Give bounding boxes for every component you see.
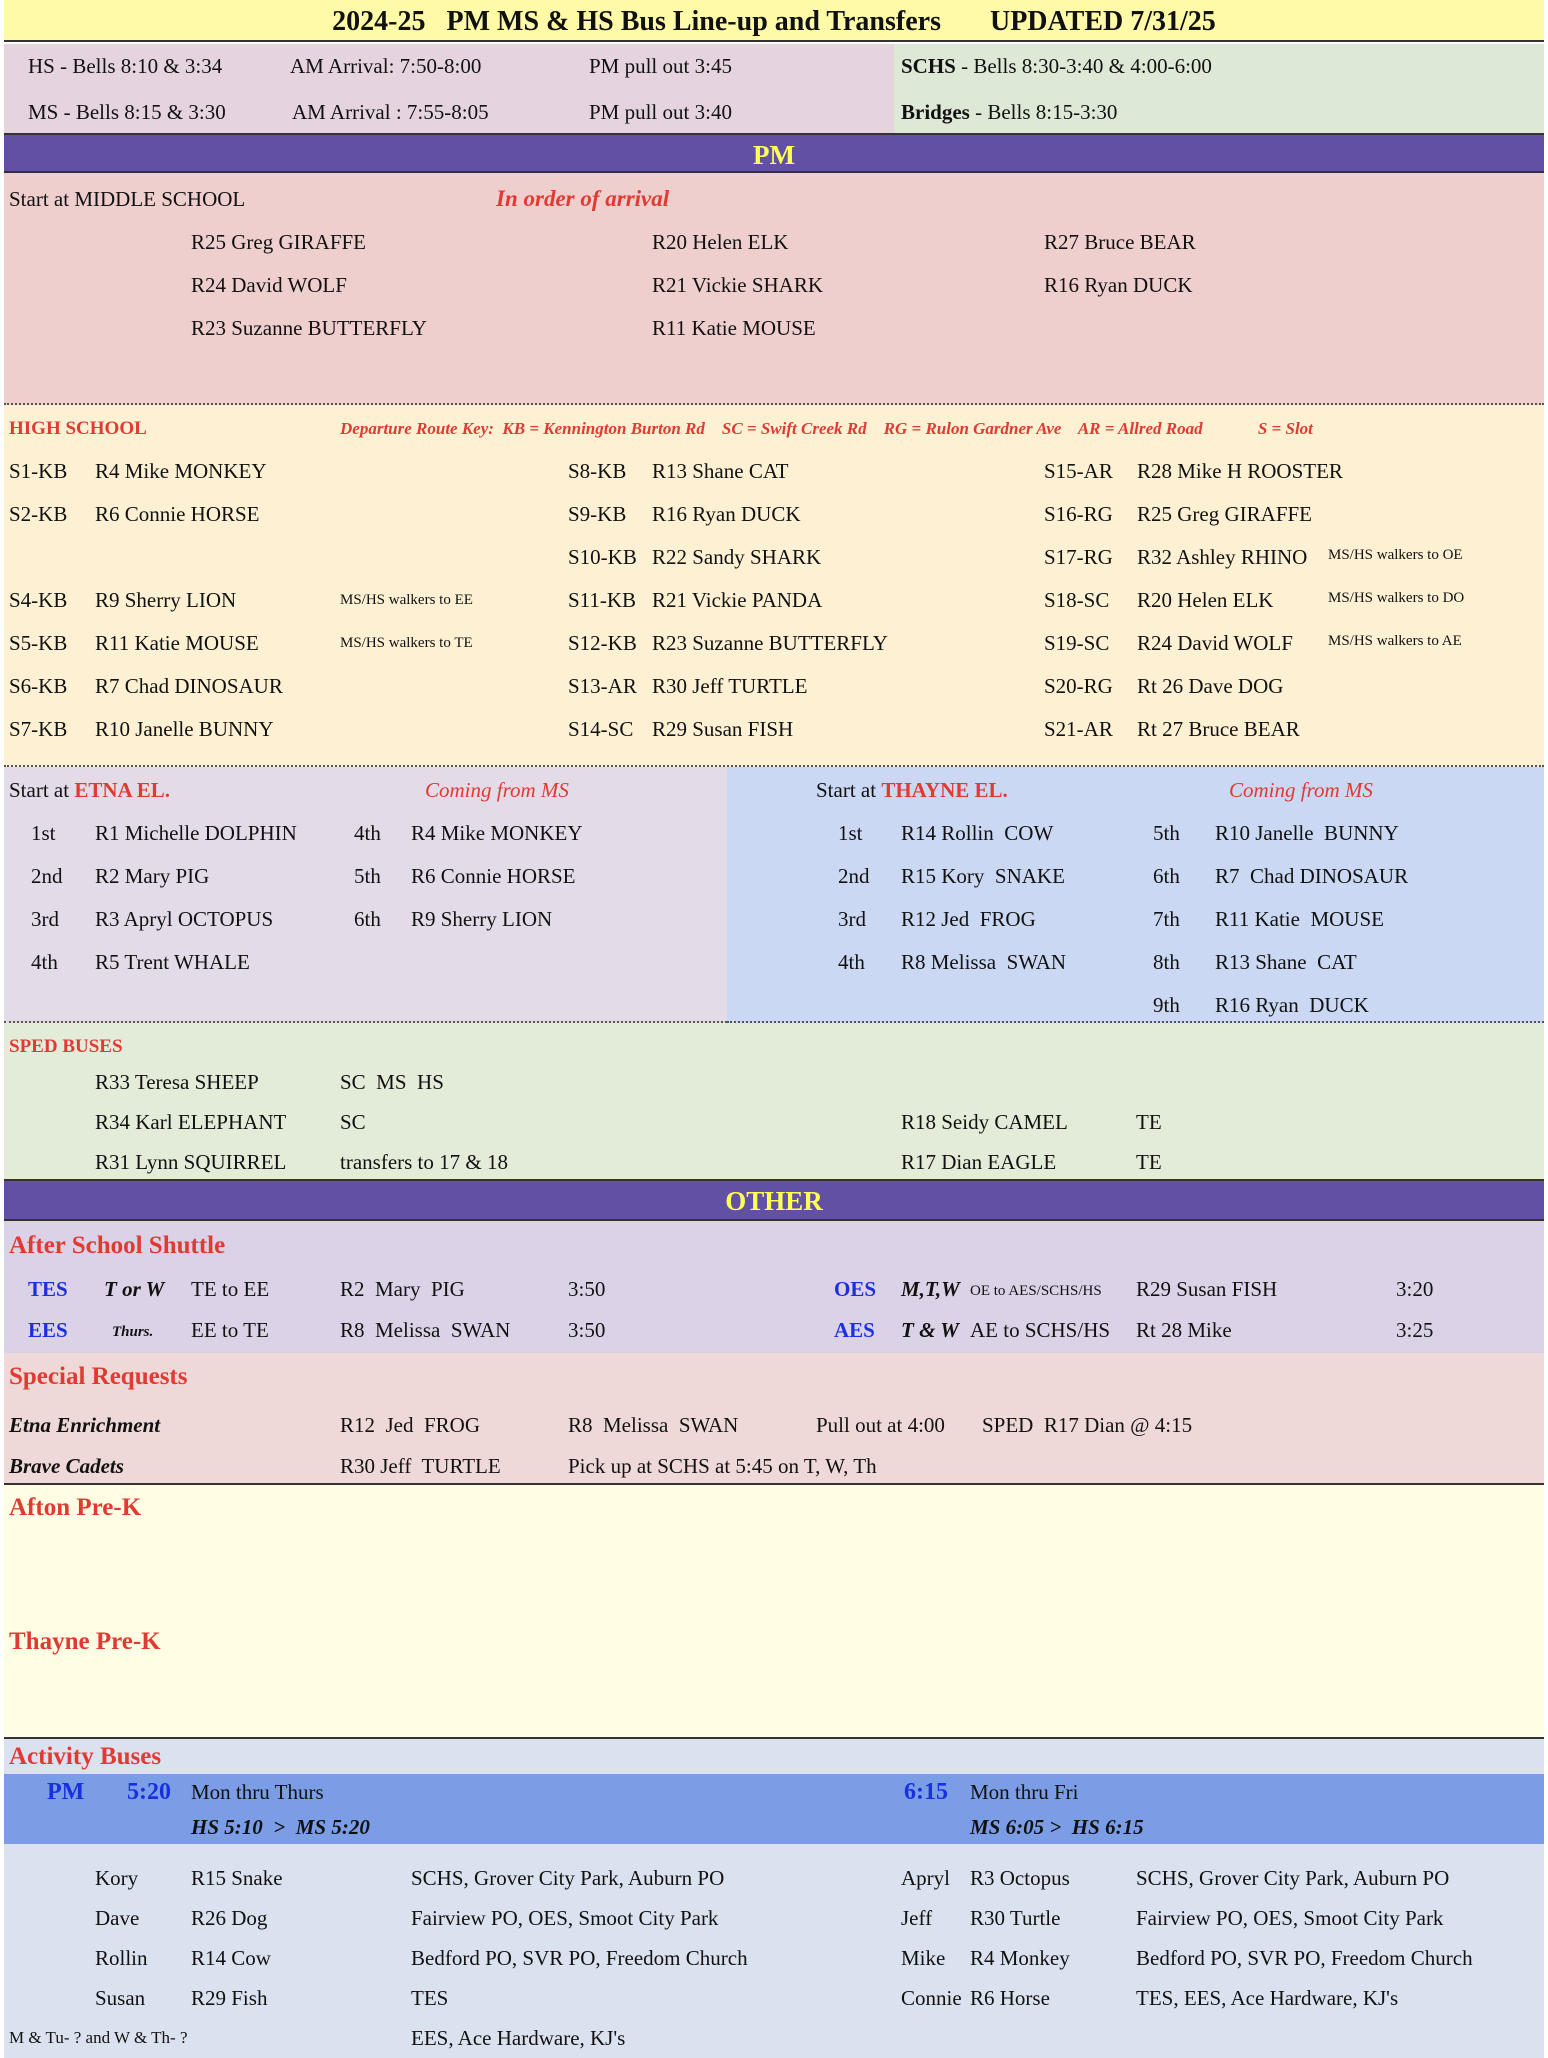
activity-driver: Jeff	[901, 1906, 933, 1930]
slot-bus: R29 Susan FISH	[652, 717, 794, 741]
lineup-bus: R11 Katie MOUSE	[1215, 907, 1384, 931]
order-number: 5th	[1153, 821, 1180, 845]
sped-dest: transfers to 17 & 18	[340, 1150, 508, 1174]
order-number: 5th	[354, 864, 381, 888]
shuttle-school: TES	[28, 1277, 68, 1301]
lineup-bus: R6 Connie HORSE	[411, 864, 576, 888]
pm-header-label: PM	[753, 140, 795, 170]
activity-bus: R14 Cow	[191, 1946, 271, 1970]
arrival-order-note: In order of arrival	[496, 186, 670, 211]
slot-bus: R4 Mike MONKEY	[95, 459, 267, 483]
lineup-bus: R10 Janelle BUNNY	[1215, 821, 1399, 845]
order-number: 4th	[31, 950, 58, 974]
slot-bus: R30 Jeff TURTLE	[652, 674, 808, 698]
list-item: R21 Vickie SHARK	[652, 273, 824, 297]
hs-pm-pullout: PM pull out 3:45	[589, 54, 732, 78]
lineup-bus: R5 Trent WHALE	[95, 950, 250, 974]
slot-code: S8-KB	[568, 459, 627, 483]
lineup-bus: R14 Rollin COW	[901, 821, 1054, 845]
order-number: 4th	[354, 821, 381, 845]
slot-code: S12-KB	[568, 631, 637, 655]
shuttle-route: OE to AES/SCHS/HS	[970, 1283, 1102, 1299]
lineup-bus: R9 Sherry LION	[411, 907, 553, 931]
activity-pm: PM	[47, 1779, 85, 1805]
ms-pm-pullout: PM pull out 3:40	[589, 100, 732, 124]
sped-bus: R31 Lynn SQUIRREL	[95, 1150, 287, 1174]
activity-label: Activity Buses	[9, 1743, 162, 1770]
slot-code: S20-RG	[1044, 674, 1113, 698]
etna-coming-from-ms: Coming from MS	[425, 778, 569, 802]
special-note: Pick up at SCHS at 5:45 on T, W, Th	[568, 1454, 877, 1478]
activity-stops: SCHS, Grover City Park, Auburn PO	[411, 1866, 725, 1890]
lineup-bus: R3 Apryl OCTOPUS	[95, 907, 274, 931]
order-number: 6th	[354, 907, 381, 931]
shuttle-school: OES	[834, 1277, 877, 1301]
hs-am-arrival: AM Arrival: 7:50-8:00	[290, 54, 482, 78]
slot-bus: R16 Ryan DUCK	[652, 502, 801, 526]
shuttle-time: 3:25	[1396, 1318, 1434, 1342]
lineup-bus: R4 Mike MONKEY	[411, 821, 583, 845]
slot-note: MS/HS walkers to DO	[1328, 590, 1465, 606]
activity-bus: R4 Monkey	[970, 1946, 1070, 1970]
shuttle-school: EES	[28, 1318, 68, 1342]
activity-bus: R26 Dog	[191, 1906, 268, 1930]
activity-driver: Mike	[901, 1946, 946, 1970]
slot-code: S14-SC	[568, 717, 634, 741]
sped-dest: SC MS HS	[340, 1070, 444, 1094]
lineup-bus: R16 Ryan DUCK	[1215, 993, 1369, 1017]
activity-footer-stops: EES, Ace Hardware, KJ's	[411, 2026, 626, 2050]
shuttle-school: AES	[834, 1318, 875, 1342]
shuttle-bus: Rt 28 Mike	[1136, 1318, 1232, 1342]
special-bus: R8 Melissa SWAN	[568, 1413, 739, 1437]
list-item: R23 Suzanne BUTTERFLY	[191, 316, 427, 340]
thayne-start: Start at THAYNE EL.	[816, 778, 1008, 802]
route-key: Departure Route Key: KB = Kennington Burton Rd SC = Swift Creek Rd RG = Rulon Gardner Ave AR = Allred Road S = Slot	[340, 419, 1313, 438]
slot-note: MS/HS walkers to OE	[1328, 547, 1463, 563]
other-header-label: OTHER	[725, 1186, 823, 1216]
shuttle-time: 3:50	[568, 1318, 606, 1342]
slot-bus: R28 Mike H ROOSTER	[1137, 459, 1343, 483]
slot-bus: R11 Katie MOUSE	[95, 631, 259, 655]
etna-section	[4, 767, 727, 1023]
slot-code: S16-RG	[1044, 502, 1113, 526]
thayne-section	[727, 767, 1544, 1023]
slot-code: S13-AR	[568, 674, 637, 698]
slot-bus: R7 Chad DINOSAUR	[95, 674, 283, 698]
high-school-label: HIGH SCHOOL	[9, 418, 147, 439]
lineup-bus: R15 Kory SNAKE	[901, 864, 1065, 888]
activity-driver: Connie	[901, 1986, 962, 2010]
thayne-prek-label: Thayne Pre-K	[9, 1628, 161, 1655]
slot-code: S21-AR	[1044, 717, 1113, 741]
activity-stops: Bedford PO, SVR PO, Freedom Church	[411, 1946, 748, 1970]
special-bus: R30 Jeff TURTLE	[340, 1454, 501, 1478]
slot-bus: R25 Greg GIRAFFE	[1137, 502, 1313, 526]
activity-footer-note: M & Tu- ? and W & Th- ?	[9, 2028, 188, 2047]
list-item: R16 Ryan DUCK	[1044, 273, 1193, 297]
activity-bus: R15 Snake	[191, 1866, 283, 1890]
activity-days-1: Mon thru Thurs	[191, 1780, 324, 1804]
slot-code: S1-KB	[9, 459, 68, 483]
shuttle-bus: R29 Susan FISH	[1136, 1277, 1278, 1301]
title-bar	[4, 0, 1544, 42]
slot-code: S7-KB	[9, 717, 68, 741]
list-item: R27 Bruce BEAR	[1044, 230, 1196, 254]
special-requests-label: Special Requests	[9, 1363, 188, 1390]
lineup-bus: R1 Michelle DOLPHIN	[95, 821, 297, 845]
lineup-bus: R2 Mary PIG	[95, 864, 210, 888]
lineup-bus: R13 Shane CAT	[1215, 950, 1357, 974]
middle-school-start: Start at MIDDLE SCHOOL	[9, 187, 246, 211]
special-pullout: Pull out at 4:00	[816, 1413, 945, 1437]
slot-code: S9-KB	[568, 502, 627, 526]
activity-sched-2: MS 6:05 > HS 6:15	[970, 1815, 1144, 1839]
order-number: 3rd	[31, 907, 59, 931]
lineup-bus: R7 Chad DINOSAUR	[1215, 864, 1409, 888]
shuttle-bus: R2 Mary PIG	[340, 1277, 465, 1301]
order-number: 1st	[838, 821, 863, 845]
sped-bus: R18 Seidy CAMEL	[901, 1110, 1068, 1134]
activity-driver: Apryl	[901, 1866, 950, 1890]
shuttle-days: T & W	[901, 1318, 959, 1342]
shuttle-route: AE to SCHS/HS	[970, 1318, 1111, 1342]
activity-time-1: 5:20	[127, 1779, 171, 1805]
other-header	[4, 1181, 1544, 1221]
slot-note: MS/HS walkers to AE	[1328, 633, 1462, 649]
activity-driver: Rollin	[95, 1946, 148, 1970]
slot-bus: R32 Ashley RHINO	[1137, 545, 1308, 569]
hs-bells: HS - Bells 8:10 & 3:34	[28, 54, 223, 78]
shuttle-route: TE to EE	[191, 1277, 270, 1301]
list-item: R20 Helen ELK	[652, 230, 789, 254]
activity-stops: Fairview PO, OES, Smoot City Park	[1136, 1906, 1444, 1930]
brave-cadets: Brave Cadets	[9, 1454, 124, 1478]
activity-stops: TES	[411, 1986, 449, 2010]
slot-bus: R6 Connie HORSE	[95, 502, 260, 526]
slot-note: MS/HS walkers to EE	[340, 592, 473, 608]
slot-bus: R20 Helen ELK	[1137, 588, 1274, 612]
shuttle-route: EE to TE	[191, 1318, 269, 1342]
activity-driver: Susan	[95, 1986, 146, 2010]
sped-dest: TE	[1136, 1150, 1162, 1174]
activity-bus: R29 Fish	[191, 1986, 268, 2010]
ms-am-arrival: AM Arrival : 7:55-8:05	[292, 100, 489, 124]
slot-code: S15-AR	[1044, 459, 1113, 483]
special-bus: R12 Jed FROG	[340, 1413, 481, 1437]
slot-code: S6-KB	[9, 674, 68, 698]
slot-code: S19-SC	[1044, 631, 1110, 655]
slot-code: S4-KB	[9, 588, 68, 612]
schs-bells: SCHS - Bells 8:30-3:40 & 4:00-6:00	[901, 54, 1212, 78]
sped-dest: SC	[340, 1110, 366, 1134]
slot-code: S11-KB	[568, 588, 637, 612]
shuttle-days: Thurs.	[112, 1324, 154, 1340]
shuttle-time: 3:50	[568, 1277, 606, 1301]
order-number: 2nd	[31, 864, 63, 888]
activity-stops: TES, EES, Ace Hardware, KJ's	[1136, 1986, 1399, 2010]
activity-driver: Kory	[95, 1866, 139, 1890]
slot-bus: R10 Janelle BUNNY	[95, 717, 274, 741]
list-item: R25 Greg GIRAFFE	[191, 230, 367, 254]
order-number: 4th	[838, 950, 865, 974]
slot-note: MS/HS walkers to TE	[340, 635, 473, 651]
lineup-bus: R12 Jed FROG	[901, 907, 1036, 931]
order-number: 3rd	[838, 907, 866, 931]
shuttle-bus: R8 Melissa SWAN	[340, 1318, 511, 1342]
order-number: 9th	[1153, 993, 1180, 1017]
activity-stops: Bedford PO, SVR PO, Freedom Church	[1136, 1946, 1473, 1970]
special-sped: SPED R17 Dian @ 4:15	[982, 1413, 1193, 1437]
activity-bus: R3 Octopus	[970, 1866, 1070, 1890]
afton-prek-label: Afton Pre-K	[9, 1494, 142, 1521]
slot-bus: R13 Shane CAT	[652, 459, 789, 483]
order-number: 8th	[1153, 950, 1180, 974]
page-title: 2024-25 PM MS & HS Bus Line-up and Transfers UPDATED 7/31/25	[332, 6, 1216, 37]
sped-bus: R33 Teresa SHEEP	[95, 1070, 259, 1094]
slot-bus: R23 Suzanne BUTTERFLY	[652, 631, 888, 655]
activity-time-2: 6:15	[904, 1779, 948, 1805]
shuttle-days: T or W	[104, 1277, 165, 1301]
prek-section	[4, 1485, 1544, 1739]
order-number: 2nd	[838, 864, 870, 888]
shuttle-label: After School Shuttle	[9, 1232, 226, 1259]
bridges-bells: Bridges - Bells 8:15-3:30	[901, 100, 1118, 124]
activity-stops: Fairview PO, OES, Smoot City Park	[411, 1906, 719, 1930]
slot-code: S2-KB	[9, 502, 68, 526]
shuttle-time: 3:20	[1396, 1277, 1434, 1301]
slot-bus: Rt 26 Dave DOG	[1137, 674, 1284, 698]
activity-bus: R6 Horse	[970, 1986, 1050, 2010]
etna-enrichment: Etna Enrichment	[9, 1413, 161, 1437]
activity-bus: R30 Turtle	[970, 1906, 1061, 1930]
slot-bus: R9 Sherry LION	[95, 588, 237, 612]
slot-bus: Rt 27 Bruce BEAR	[1137, 717, 1300, 741]
slot-bus: R22 Sandy SHARK	[652, 545, 822, 569]
sped-dest: TE	[1136, 1110, 1162, 1134]
activity-stops: SCHS, Grover City Park, Auburn PO	[1136, 1866, 1450, 1890]
list-item: R11 Katie MOUSE	[652, 316, 816, 340]
sped-bus: R34 Karl ELEPHANT	[95, 1110, 287, 1134]
slot-bus: R21 Vickie PANDA	[652, 588, 823, 612]
shuttle-days: M,T,W	[901, 1277, 960, 1301]
list-item: R24 David WOLF	[191, 273, 347, 297]
activity-days-2: Mon thru Fri	[970, 1780, 1079, 1804]
slot-code: S10-KB	[568, 545, 637, 569]
thayne-coming-from-ms: Coming from MS	[1229, 778, 1373, 802]
activity-sched-1: HS 5:10 > MS 5:20	[191, 1815, 370, 1839]
lineup-bus: R8 Melissa SWAN	[901, 950, 1067, 974]
slot-code: S18-SC	[1044, 588, 1110, 612]
etna-start: Start at ETNA EL.	[9, 778, 171, 802]
slot-bus: R24 David WOLF	[1137, 631, 1293, 655]
order-number: 6th	[1153, 864, 1180, 888]
pm-header	[4, 133, 1544, 173]
order-number: 7th	[1153, 907, 1180, 931]
activity-driver: Dave	[95, 1906, 140, 1930]
sped-bus: R17 Dian EAGLE	[901, 1150, 1057, 1174]
sped-label: SPED BUSES	[9, 1036, 123, 1057]
slot-code: S5-KB	[9, 631, 68, 655]
order-number: 1st	[31, 821, 56, 845]
ms-bells: MS - Bells 8:15 & 3:30	[28, 100, 226, 124]
slot-code: S17-RG	[1044, 545, 1113, 569]
